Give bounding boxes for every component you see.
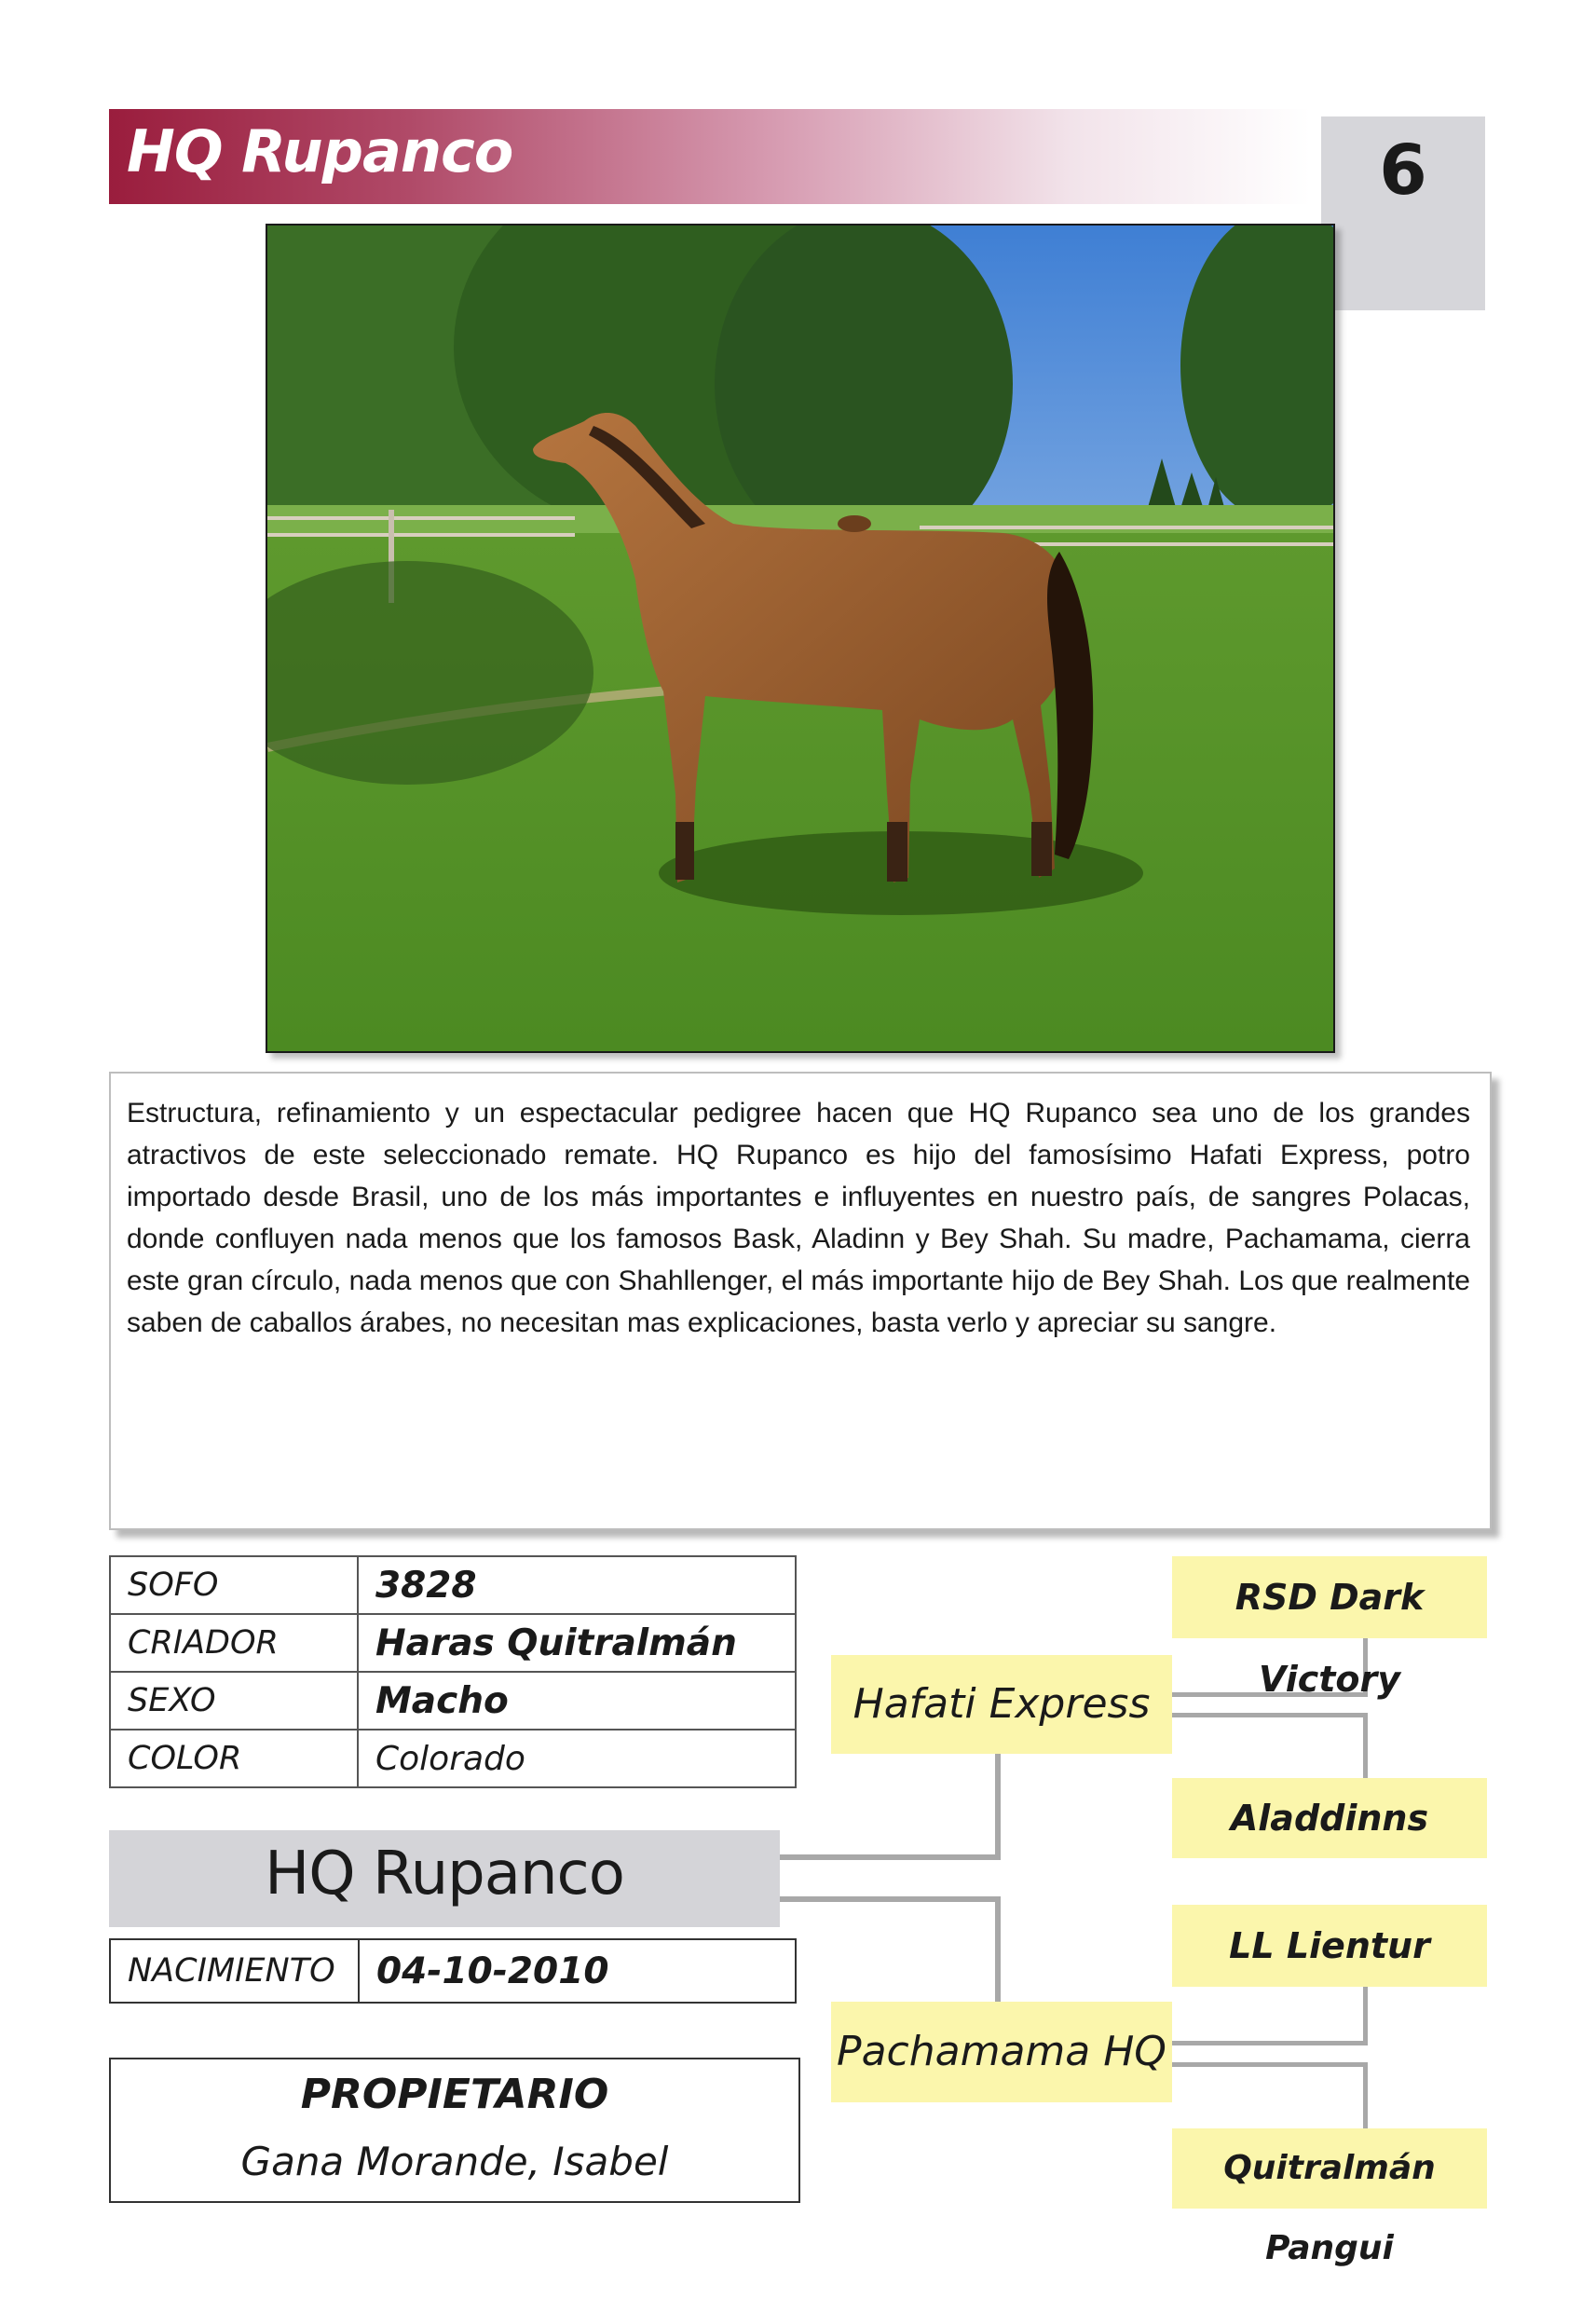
connector-line — [1363, 1985, 1368, 2045]
table-row — [110, 1939, 796, 2003]
page-title: HQ Rupanco — [127, 117, 513, 185]
horse-photo — [266, 224, 1335, 1053]
info-table — [109, 1555, 797, 1788]
info-value-sexo: Macho — [358, 1672, 796, 1730]
info-key-sofo: SOFO — [110, 1556, 358, 1614]
horse-name: HQ Rupanco — [265, 1840, 624, 1908]
connector-line — [780, 1854, 999, 1860]
info-value-sofo: 3828 — [358, 1556, 796, 1614]
table-row — [110, 1672, 796, 1730]
info-key-color: COLOR — [110, 1730, 358, 1787]
connector-line — [1172, 2062, 1368, 2067]
birth-key: NACIMIENTO — [110, 1939, 359, 2003]
connector-line — [1172, 2041, 1368, 2045]
info-key-criador: CRIADOR — [110, 1614, 358, 1672]
table-row — [110, 1556, 796, 1614]
info-value-color: Colorado — [358, 1730, 796, 1787]
owner-label: PROPIETARIO — [300, 2071, 609, 2118]
pedigree-sire-dam: Aladdinns — [1172, 1778, 1487, 1858]
connector-line — [995, 1752, 1001, 1860]
info-key-sexo: SEXO — [110, 1672, 358, 1730]
lot-number: 6 — [1379, 130, 1427, 211]
pedigree-dam: Pachamama HQ — [831, 2002, 1172, 2102]
table-row — [110, 1614, 796, 1672]
pedigree-sire-sire: RSD Dark Victory — [1172, 1556, 1487, 1638]
connector-line — [1363, 1713, 1368, 1780]
connector-line — [780, 1896, 999, 1902]
horse-photo-illustration — [267, 226, 1333, 1051]
table-row — [110, 1730, 796, 1787]
owner-name: Gana Morande, Isabel — [240, 2139, 669, 2184]
pedigree-sire: Hafati Express — [831, 1655, 1172, 1754]
birth-table — [109, 1938, 797, 2004]
pedigree-dam-sire: LL Lientur — [1172, 1905, 1487, 1987]
connector-line — [995, 1896, 1001, 2008]
description-text: Estructura, refinamiento y un espectacular pedigree hacen que HQ Rupanco sea uno de los grandes atractivos de este seleccionado remate. HQ Rupanco es hijo del famosísimo Hafati Express, potro importado desde Brasil, uno de los más importantes e influyentes en nuestro país, de sangres Polacas, donde confluyen nada menos que los famosos Bask, Aladinn y Bey Shah. Su madre, Pachamama, cierra este gran círculo, nada menos que con Shahllenger, el más importante hijo de Bey Shah. Los que realmente saben de caballos árabes, no necesitan mas explicaciones, basta verlo y apreciar su sangre. — [127, 1098, 1470, 1338]
info-value-criador: Haras Quitralmán — [358, 1614, 796, 1672]
pedigree-dam-dam: Quitralmán Pangui — [1172, 2128, 1487, 2209]
birth-value: 04-10-2010 — [359, 1939, 796, 2003]
connector-line — [1363, 2062, 1368, 2129]
